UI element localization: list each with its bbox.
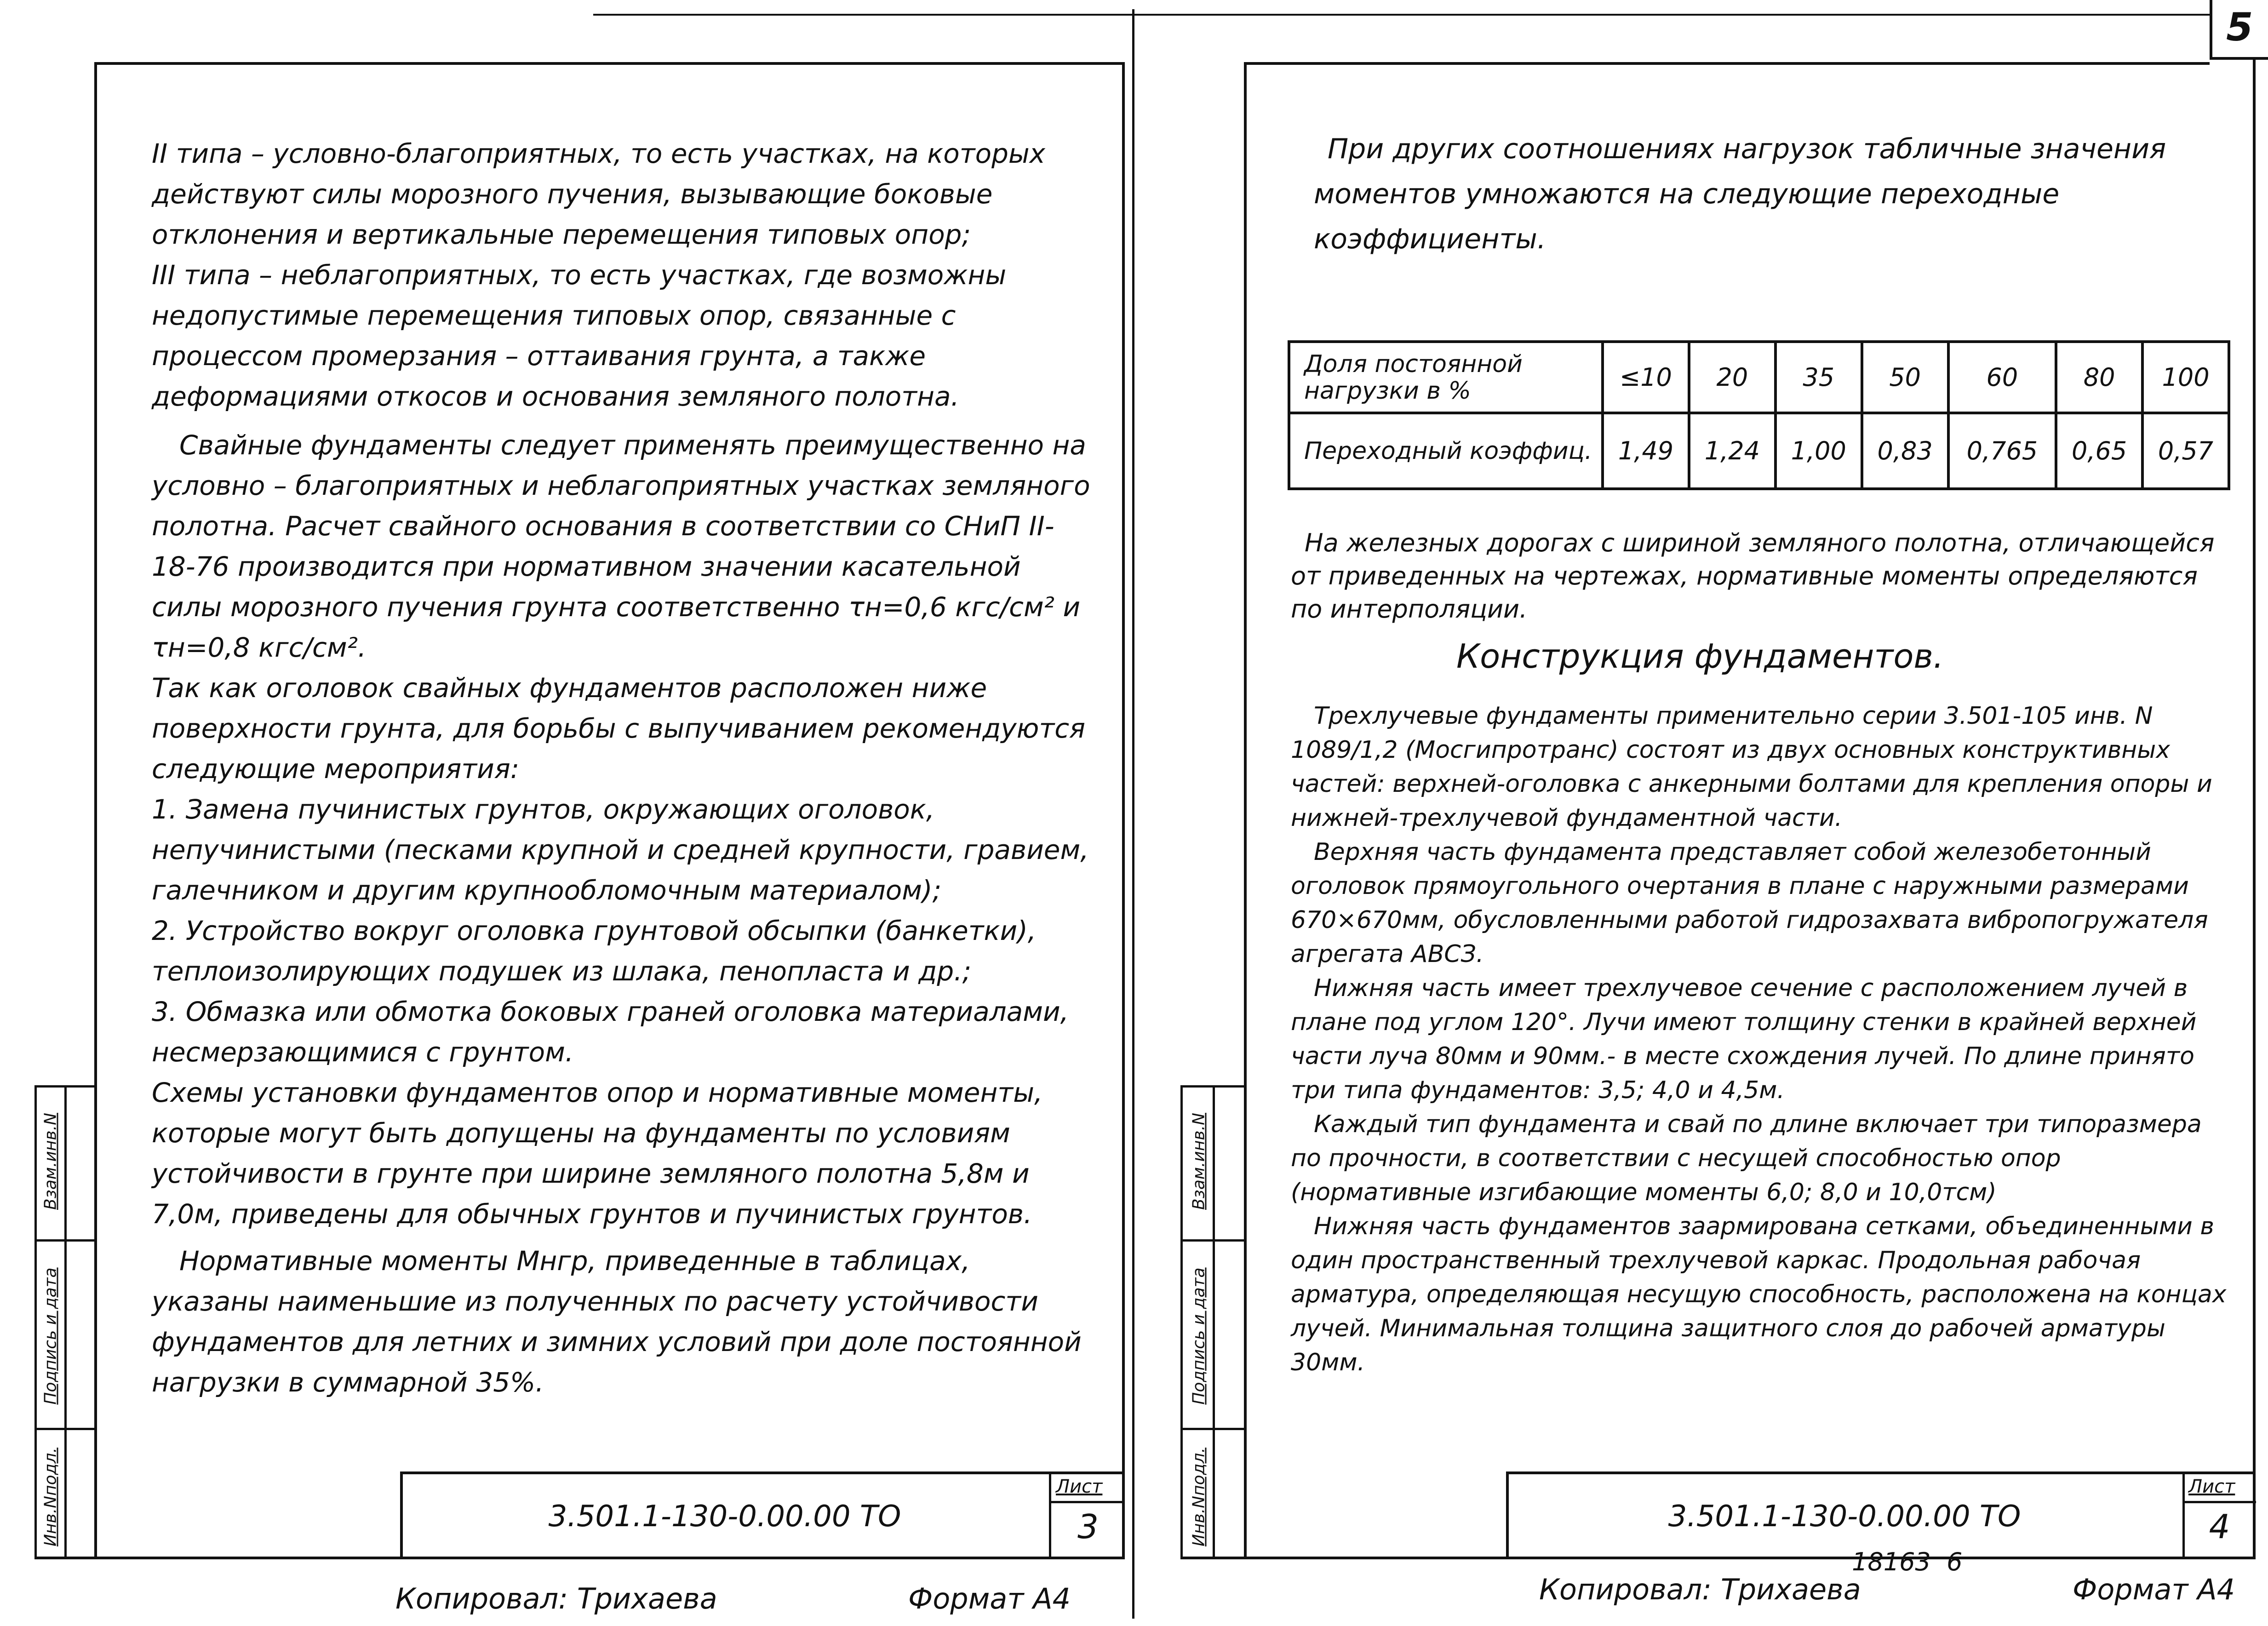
table-row-label: Переходный коэффиц.	[1289, 413, 1603, 489]
side-label-inv: Инв.Nподл.	[41, 1448, 60, 1546]
footer-format: Формат А4	[908, 1582, 1071, 1615]
left-paragraph: 1. Замена пучинистых грунтов, окружающих оголовок, непучинистыми (песками крупной и средней крупности, гравием, галечником и другим крупнообломочным материалом);	[152, 794, 1089, 906]
right-title-stamp	[1506, 1471, 2256, 1559]
left-paragraph: 3. Обмазка или обмотка боковых граней оголовка материалами, несмерзающимися с грунтом.	[152, 996, 1069, 1068]
right-paragraph: Верхняя часть фундамента представляет собой железобетонный оголовок прямоугольного очертания в плане с наружными размерами 670×670мм, обусловленными работой гидрозахвата вибропогружателя агрегата АВСЗ.	[1291, 838, 2208, 968]
left-frame-top	[94, 62, 1124, 65]
right-body	[1291, 699, 2234, 1380]
table-cell: 100	[2142, 342, 2229, 413]
table-cell: 1,24	[1689, 413, 1775, 489]
right-intro: При других соотношениях нагрузок табличные значения моментов умножаются на следующие переходные коэффициенты.	[1314, 133, 2166, 255]
table-cell: 50	[1862, 342, 1948, 413]
sheet-number: 4	[2209, 1507, 2230, 1546]
side-label-vzam: Взам.инв.N	[1189, 1112, 1208, 1210]
left-paragraph: Нормативные моменты Mнгр, приведенные в таблицах, указаны наименьшие из полученных по расчету устойчивости фундаментов для летних и зимних условий при доле постоянной нагрузки в суммарной 35%.	[152, 1245, 1082, 1398]
left-paragraph: II типа – условно-благоприятных, то есть участках, на которых действуют силы морозного пучения, вызывающие боковые отклонения и вертикальные перемещения типовых опор;	[152, 138, 1045, 250]
left-title-stamp	[400, 1471, 1125, 1559]
left-paragraph: Свайные фундаменты следует применять преимущественно на условно – благоприятных и неблагоприятных участках земляного полотна. Расчет свайного основания в соответствии со СНиП II-18-76 производится при нормативном значении касательной силы морозного пучения грунта соответственно τн=0,6 кгс/см² и τн=0,8 кгс/см².	[152, 429, 1090, 663]
left-page	[0, 0, 1131, 1626]
footer-format: Формат А4	[2073, 1573, 2235, 1606]
side-label-inv: Инв.Nподл.	[1189, 1448, 1208, 1546]
right-paragraph: Нижняя часть имеет трехлучевое сечение с расположением лучей в плане под углом 120°. Лучи имеют толщину стенки в крайней верхней части луча 80мм и 90мм.- в месте схождения лучей. По длине принято три типа фундаментов: 3,5; 4,0 и 4,5м.	[1291, 974, 2197, 1104]
right-paragraph: Трехлучевые фундаменты применительно серии 3.501-105 инв. N 1089/1,2 (Мосгипротранс) состоят из двух основных конструктивных частей: верхней-оголовка с анкерными болтами для крепления опоры и нижней-трехлучевой фундаментной части.	[1291, 702, 2212, 832]
stamp-code: 3.501.1-130-0.00.00 ТО	[1668, 1500, 2021, 1534]
right-paragraph: Нижняя часть фундаментов заармирована сетками, объединенными в один пространственный трехлучевой каркас. Продольная рабочая арматура, определяющая несущую способность, расположена на концах лучей. Минимальная толщина защитного слоя до рабочей арматуры 30мм.	[1291, 1213, 2227, 1376]
side-label-podpis: Подпись и дата	[41, 1267, 60, 1405]
right-paragraph: Каждый тип фундамента и свай по длине включает три типоразмера по прочности, в соответствии с несущей способностью опор (нормативные изгибающие моменты 6,0; 8,0 и 10,0тсм)	[1291, 1111, 2202, 1206]
table-cell: 1,00	[1775, 413, 1862, 489]
table-cell: ≤10	[1603, 342, 1689, 413]
stamp-code: 3.501.1-130-0.00.00 ТО	[548, 1500, 901, 1534]
right-side-columns	[1180, 1085, 1247, 1559]
footer-copied: Копировал: Трихаева	[395, 1582, 717, 1615]
sheet-number: 3	[1077, 1507, 1099, 1546]
table-row	[1289, 342, 2229, 413]
section-heading: Конструкция фундаментов.	[1456, 637, 1944, 676]
right-note: На железных дорогах с шириной земляного полотна, отличающейся от приведенных на чертежах, нормативные моменты определяются по интерполяции.	[1291, 528, 2215, 624]
left-frame-right	[1122, 62, 1125, 1559]
footer-archive-number: 18163 6	[1852, 1547, 1963, 1576]
table-cell: 0,765	[1948, 413, 2056, 489]
table-row	[1289, 413, 2229, 489]
table-row-label: Доля постоянной нагрузки в %	[1289, 342, 1603, 413]
footer-copied: Копировал: Трихаева	[1539, 1573, 1861, 1606]
table-cell: 0,57	[2142, 413, 2229, 489]
table-cell: 1,49	[1603, 413, 1689, 489]
sheet-label: Лист	[2188, 1476, 2235, 1497]
left-side-columns	[34, 1085, 97, 1559]
left-paragraph: Схемы установки фундаментов опор и нормативные моменты, которые могут быть допущены на фундаменты по условиям устойчивости в грунте при ширине земляного полотна 5,8м и 7,0м, приведены для обычных грунтов и пучинистых грунтов.	[152, 1077, 1043, 1230]
table-cell: 0,83	[1862, 413, 1948, 489]
side-label-podpis: Подпись и дата	[1189, 1267, 1208, 1405]
left-paragraph: 2. Устройство вокруг оголовка грунтовой обсыпки (банкетки), теплоизолирующих подушек из шлака, пенопласта и др.;	[152, 915, 1037, 987]
left-paragraph: III типа – неблагоприятных, то есть участках, где возможны недопустимые перемещения типовых опор, связанные с процессом промерзания – оттаивания грунта, а также деформациями откосов и основания земляного полотна.	[152, 259, 1007, 412]
side-label-vzam: Взам.инв.N	[41, 1112, 60, 1210]
table-cell: 80	[2056, 342, 2142, 413]
left-body	[152, 133, 1094, 1403]
sheet-label: Лист	[1056, 1476, 1103, 1497]
right-frame-right	[2253, 60, 2256, 1559]
right-frame-top	[1244, 62, 2210, 65]
table-cell: 35	[1775, 342, 1862, 413]
table-cell: 20	[1689, 342, 1775, 413]
table-cell: 60	[1948, 342, 2056, 413]
right-page	[1134, 0, 2268, 1626]
coefficient-table	[1288, 340, 2230, 490]
left-paragraph: Так как оголовок свайных фундаментов расположен ниже поверхности грунта, для борьбы с выпучиванием рекомендуются следующие мероприятия:	[152, 672, 1086, 784]
table-cell: 0,65	[2056, 413, 2142, 489]
page-number: 5	[2226, 5, 2253, 50]
